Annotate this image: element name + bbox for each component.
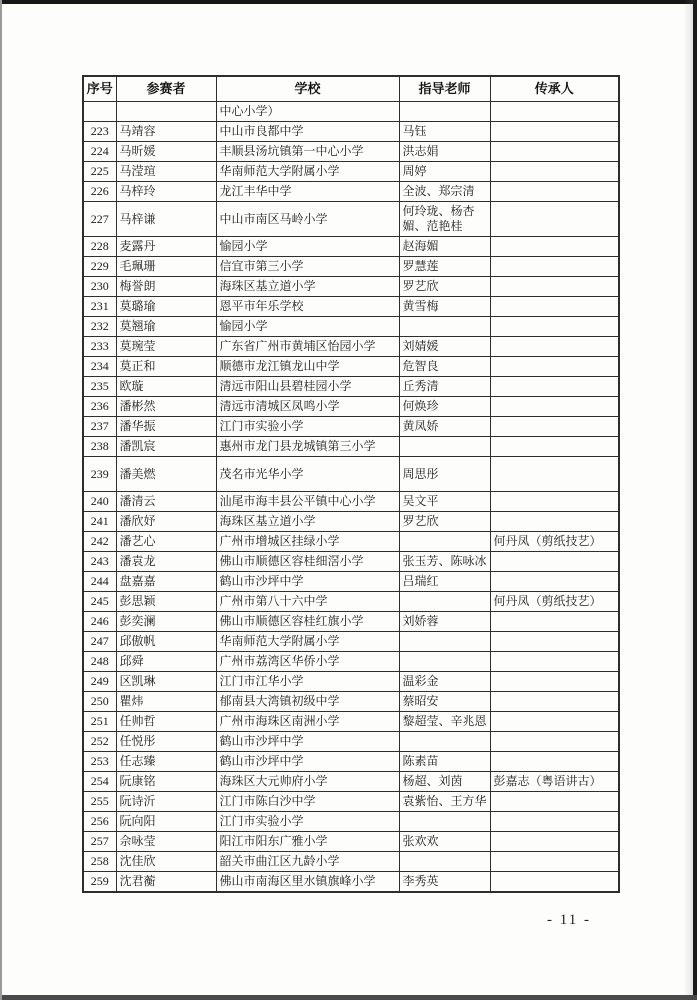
cell-participant: 马梓玲 xyxy=(116,182,216,202)
cell-no: 241 xyxy=(83,512,116,532)
cell-participant: 莫璐瑜 xyxy=(116,297,216,317)
cell-inheritor xyxy=(490,457,619,492)
cell-inheritor xyxy=(490,832,619,852)
cell-inheritor xyxy=(490,752,619,772)
cell-teacher: 杨超、刘茵 xyxy=(399,772,490,792)
cell-school: 鹤山市沙坪中学 xyxy=(216,732,399,752)
cell-inheritor xyxy=(490,792,619,812)
cell-participant: 瞿炜 xyxy=(116,692,216,712)
cell-participant xyxy=(116,102,216,122)
cell-teacher: 何玲珑、杨杏媚、范艳桂 xyxy=(399,202,490,237)
table-row xyxy=(83,732,619,752)
cell-participant: 潘华振 xyxy=(116,417,216,437)
cell-inheritor xyxy=(490,732,619,752)
cell-no: 233 xyxy=(83,337,116,357)
cell-inheritor xyxy=(490,632,619,652)
cell-school: 佛山市南海区里水镇旗峰小学 xyxy=(216,872,399,893)
cell-school: 清远市清城区凤鸣小学 xyxy=(216,397,399,417)
cell-inheritor xyxy=(490,257,619,277)
table-row xyxy=(83,852,619,872)
cell-teacher xyxy=(399,812,490,832)
cell-participant: 毛珮珊 xyxy=(116,257,216,277)
cell-school: 佛山市顺德区容桂红旗小学 xyxy=(216,612,399,632)
table-row xyxy=(83,182,619,202)
table-row xyxy=(83,437,619,457)
cell-teacher: 罗慧莲 xyxy=(399,257,490,277)
table-row xyxy=(83,417,619,437)
table-row xyxy=(83,317,619,337)
cell-participant: 马滢瑄 xyxy=(116,162,216,182)
table-row xyxy=(83,652,619,672)
cell-participant: 潘艺心 xyxy=(116,532,216,552)
cell-participant: 任帅哲 xyxy=(116,712,216,732)
cell-school: 丰顺县汤坑镇第一中心小学 xyxy=(216,142,399,162)
cell-inheritor xyxy=(490,317,619,337)
cell-participant: 潘美燃 xyxy=(116,457,216,492)
cell-school: 佛山市顺德区容桂细滘小学 xyxy=(216,552,399,572)
cell-inheritor xyxy=(490,337,619,357)
cell-teacher xyxy=(399,652,490,672)
cell-participant: 任志臻 xyxy=(116,752,216,772)
cell-teacher xyxy=(399,437,490,457)
table-row xyxy=(83,512,619,532)
table-row xyxy=(83,122,619,142)
cell-teacher: 黎超莹、辛兆恩 xyxy=(399,712,490,732)
table-row xyxy=(83,492,619,512)
cell-no: 229 xyxy=(83,257,116,277)
cell-inheritor xyxy=(490,812,619,832)
cell-no: 242 xyxy=(83,532,116,552)
cell-no: 246 xyxy=(83,612,116,632)
cell-inheritor xyxy=(490,142,619,162)
cell-participant: 欧璇 xyxy=(116,377,216,397)
page-number: - 11 - xyxy=(547,912,591,928)
cell-participant: 莫翘瑜 xyxy=(116,317,216,337)
table-row xyxy=(83,812,619,832)
cell-no: 256 xyxy=(83,812,116,832)
cell-no: 225 xyxy=(83,162,116,182)
cell-inheritor: 何丹凤（剪纸技艺） xyxy=(490,592,619,612)
cell-no: 226 xyxy=(83,182,116,202)
cell-teacher: 蔡昭安 xyxy=(399,692,490,712)
cell-inheritor xyxy=(490,162,619,182)
cell-school: 广州市增城区挂绿小学 xyxy=(216,532,399,552)
table-row xyxy=(83,457,619,492)
table-row xyxy=(83,632,619,652)
table-header-row xyxy=(83,76,619,102)
cell-participant: 盘嘉嘉 xyxy=(116,572,216,592)
cell-participant: 潘凯宸 xyxy=(116,437,216,457)
cell-no: 255 xyxy=(83,792,116,812)
cell-no: 254 xyxy=(83,772,116,792)
cell-teacher: 何焕珍 xyxy=(399,397,490,417)
cell-no: 228 xyxy=(83,237,116,257)
table-row xyxy=(83,142,619,162)
table-row xyxy=(83,532,619,552)
cell-participant: 邱舜 xyxy=(116,652,216,672)
cell-teacher: 周婷 xyxy=(399,162,490,182)
cell-inheritor xyxy=(490,102,619,122)
cell-inheritor xyxy=(490,652,619,672)
cell-school: 龙江丰华中学 xyxy=(216,182,399,202)
cell-no: 248 xyxy=(83,652,116,672)
table-row xyxy=(83,692,619,712)
table-row xyxy=(83,772,619,792)
cell-no: 244 xyxy=(83,572,116,592)
scan-edge-top xyxy=(0,0,697,4)
cell-no: 237 xyxy=(83,417,116,437)
table-row xyxy=(83,237,619,257)
cell-participant: 阮诗沂 xyxy=(116,792,216,812)
table-row xyxy=(83,552,619,572)
cell-no: 236 xyxy=(83,397,116,417)
cell-school: 鹤山市沙坪中学 xyxy=(216,752,399,772)
cell-participant: 任悦彤 xyxy=(116,732,216,752)
cell-inheritor xyxy=(490,692,619,712)
scan-edge-right xyxy=(693,0,697,1000)
cell-school: 中山市良都中学 xyxy=(216,122,399,142)
table-row xyxy=(83,257,619,277)
table-body xyxy=(83,102,619,893)
cell-participant: 莫琬莹 xyxy=(116,337,216,357)
cell-school: 江门市实验小学 xyxy=(216,417,399,437)
cell-participant: 沈佳欣 xyxy=(116,852,216,872)
cell-participant: 莫正和 xyxy=(116,357,216,377)
table-row xyxy=(83,592,619,612)
cell-no: 243 xyxy=(83,552,116,572)
cell-inheritor xyxy=(490,357,619,377)
scan-edge-right-shade xyxy=(683,0,693,1000)
cell-participant: 阮康铭 xyxy=(116,772,216,792)
cell-school: 鹤山市沙坪中学 xyxy=(216,572,399,592)
cell-no: 239 xyxy=(83,457,116,492)
cell-school: 韶关市曲江区九龄小学 xyxy=(216,852,399,872)
cell-no: 238 xyxy=(83,437,116,457)
cell-teacher: 张欢欢 xyxy=(399,832,490,852)
cell-inheritor xyxy=(490,237,619,257)
header-teacher: 指导老师 xyxy=(399,76,490,102)
cell-school: 江门市陈白沙中学 xyxy=(216,792,399,812)
cell-participant: 潘袁龙 xyxy=(116,552,216,572)
cell-teacher xyxy=(399,102,490,122)
cell-school: 华南师范大学附属小学 xyxy=(216,162,399,182)
table-row xyxy=(83,297,619,317)
cell-school: 汕尾市海丰县公平镇中心小学 xyxy=(216,492,399,512)
table-row xyxy=(83,337,619,357)
cell-school: 海珠区基立道小学 xyxy=(216,512,399,532)
cell-no: 235 xyxy=(83,377,116,397)
cell-school: 惠州市龙门县龙城镇第三小学 xyxy=(216,437,399,457)
cell-inheritor: 何丹凤（剪纸技艺） xyxy=(490,532,619,552)
cell-participant: 马昕媛 xyxy=(116,142,216,162)
cell-teacher: 温彩金 xyxy=(399,672,490,692)
table-row xyxy=(83,672,619,692)
cell-inheritor xyxy=(490,122,619,142)
cell-no: 252 xyxy=(83,732,116,752)
table-row xyxy=(83,377,619,397)
table-row xyxy=(83,277,619,297)
table-row xyxy=(83,162,619,182)
cell-no: 250 xyxy=(83,692,116,712)
cell-inheritor xyxy=(490,872,619,893)
cell-school: 愉园小学 xyxy=(216,237,399,257)
cell-school: 郁南县大湾镇初级中学 xyxy=(216,692,399,712)
cell-teacher: 危智良 xyxy=(399,357,490,377)
cell-participant: 马靖容 xyxy=(116,122,216,142)
cell-teacher: 周思彤 xyxy=(399,457,490,492)
cell-school: 顺德市龙江镇龙山中学 xyxy=(216,357,399,377)
cell-no: 231 xyxy=(83,297,116,317)
cell-teacher: 刘婧媛 xyxy=(399,337,490,357)
cell-inheritor xyxy=(490,492,619,512)
cell-teacher: 罗艺欣 xyxy=(399,512,490,532)
cell-participant: 梅誉朗 xyxy=(116,277,216,297)
cell-teacher: 黄凤娇 xyxy=(399,417,490,437)
scan-edge-bottom xyxy=(0,995,697,1000)
cell-school: 阳江市阳东广雅小学 xyxy=(216,832,399,852)
cell-inheritor xyxy=(490,572,619,592)
cell-teacher: 赵海媚 xyxy=(399,237,490,257)
cell-no: 240 xyxy=(83,492,116,512)
table-row xyxy=(83,832,619,852)
cell-inheritor xyxy=(490,182,619,202)
cell-teacher: 刘娇蓉 xyxy=(399,612,490,632)
cell-no: 247 xyxy=(83,632,116,652)
cell-inheritor xyxy=(490,672,619,692)
cell-inheritor xyxy=(490,377,619,397)
cell-inheritor xyxy=(490,852,619,872)
participants-table xyxy=(82,75,620,893)
cell-school: 恩平市年乐学校 xyxy=(216,297,399,317)
cell-teacher: 李秀英 xyxy=(399,872,490,893)
cell-no: 224 xyxy=(83,142,116,162)
cell-teacher: 洪志娟 xyxy=(399,142,490,162)
cell-inheritor xyxy=(490,712,619,732)
cell-teacher: 罗艺欣 xyxy=(399,277,490,297)
cell-inheritor: 彭嘉志（粤语讲古） xyxy=(490,772,619,792)
cell-teacher xyxy=(399,532,490,552)
cell-participant: 阮向阳 xyxy=(116,812,216,832)
cell-participant: 彭奕澜 xyxy=(116,612,216,632)
cell-participant: 佘咏莹 xyxy=(116,832,216,852)
table-row xyxy=(83,712,619,732)
cell-participant: 麦露丹 xyxy=(116,237,216,257)
cell-school: 愉园小学 xyxy=(216,317,399,337)
cell-school: 茂名市光华小学 xyxy=(216,457,399,492)
header-inheritor: 传承人 xyxy=(490,76,619,102)
cell-school: 江门市实验小学 xyxy=(216,812,399,832)
cell-teacher xyxy=(399,732,490,752)
cell-no: 251 xyxy=(83,712,116,732)
cell-inheritor xyxy=(490,437,619,457)
cell-inheritor xyxy=(490,397,619,417)
cell-inheritor xyxy=(490,277,619,297)
table-row xyxy=(83,872,619,893)
header-participant: 参赛者 xyxy=(116,76,216,102)
cell-teacher: 袁紫怡、王方华 xyxy=(399,792,490,812)
cell-no xyxy=(83,102,116,122)
cell-teacher: 张玉芳、陈咏冰 xyxy=(399,552,490,572)
cell-school: 中山市南区马岭小学 xyxy=(216,202,399,237)
cell-no: 232 xyxy=(83,317,116,337)
table-row xyxy=(83,752,619,772)
cell-inheritor xyxy=(490,297,619,317)
cell-participant: 区凯琳 xyxy=(116,672,216,692)
cell-inheritor xyxy=(490,202,619,237)
cell-teacher: 吕瑞红 xyxy=(399,572,490,592)
cell-school: 海珠区基立道小学 xyxy=(216,277,399,297)
cell-no: 259 xyxy=(83,872,116,893)
cell-no: 253 xyxy=(83,752,116,772)
cell-participant: 沈君蘅 xyxy=(116,872,216,893)
cell-participant: 马梓谦 xyxy=(116,202,216,237)
header-school: 学校 xyxy=(216,76,399,102)
cell-inheritor xyxy=(490,512,619,532)
cell-teacher: 马钰 xyxy=(399,122,490,142)
cell-inheritor xyxy=(490,417,619,437)
cell-teacher xyxy=(399,592,490,612)
cell-school: 江门市江华小学 xyxy=(216,672,399,692)
cell-no: 245 xyxy=(83,592,116,612)
cell-no: 223 xyxy=(83,122,116,142)
cell-school: 清远市阳山县碧桂园小学 xyxy=(216,377,399,397)
header-no: 序号 xyxy=(83,76,116,102)
cell-participant: 潘欣妤 xyxy=(116,512,216,532)
cell-school: 中心小学） xyxy=(216,102,399,122)
table-row xyxy=(83,792,619,812)
cell-teacher xyxy=(399,852,490,872)
table-row xyxy=(83,612,619,632)
cell-school: 广州市第八十六中学 xyxy=(216,592,399,612)
table-row xyxy=(83,397,619,417)
cell-participant: 潘清云 xyxy=(116,492,216,512)
cell-school: 广东省广州市黄埔区怡园小学 xyxy=(216,337,399,357)
table-row xyxy=(83,102,619,122)
cell-participant: 邱傲帆 xyxy=(116,632,216,652)
cell-teacher: 吴文平 xyxy=(399,492,490,512)
table-row xyxy=(83,202,619,237)
cell-no: 249 xyxy=(83,672,116,692)
cell-teacher xyxy=(399,317,490,337)
cell-school: 信宜市第三小学 xyxy=(216,257,399,277)
cell-school: 广州市荔湾区华侨小学 xyxy=(216,652,399,672)
cell-no: 257 xyxy=(83,832,116,852)
cell-no: 258 xyxy=(83,852,116,872)
cell-participant: 彭思颖 xyxy=(116,592,216,612)
cell-teacher xyxy=(399,632,490,652)
cell-inheritor xyxy=(490,552,619,572)
cell-teacher: 陈素苗 xyxy=(399,752,490,772)
cell-inheritor xyxy=(490,612,619,632)
cell-teacher: 黄雪梅 xyxy=(399,297,490,317)
table-row xyxy=(83,357,619,377)
scan-edge-left xyxy=(0,0,2,1000)
cell-school: 华南师范大学附属小学 xyxy=(216,632,399,652)
cell-teacher: 全波、郑宗清 xyxy=(399,182,490,202)
cell-school: 广州市海珠区南洲小学 xyxy=(216,712,399,732)
cell-no: 227 xyxy=(83,202,116,237)
cell-teacher: 丘秀清 xyxy=(399,377,490,397)
cell-no: 234 xyxy=(83,357,116,377)
cell-no: 230 xyxy=(83,277,116,297)
cell-participant: 潘彬然 xyxy=(116,397,216,417)
table-row xyxy=(83,572,619,592)
cell-school: 海珠区大元帅府小学 xyxy=(216,772,399,792)
